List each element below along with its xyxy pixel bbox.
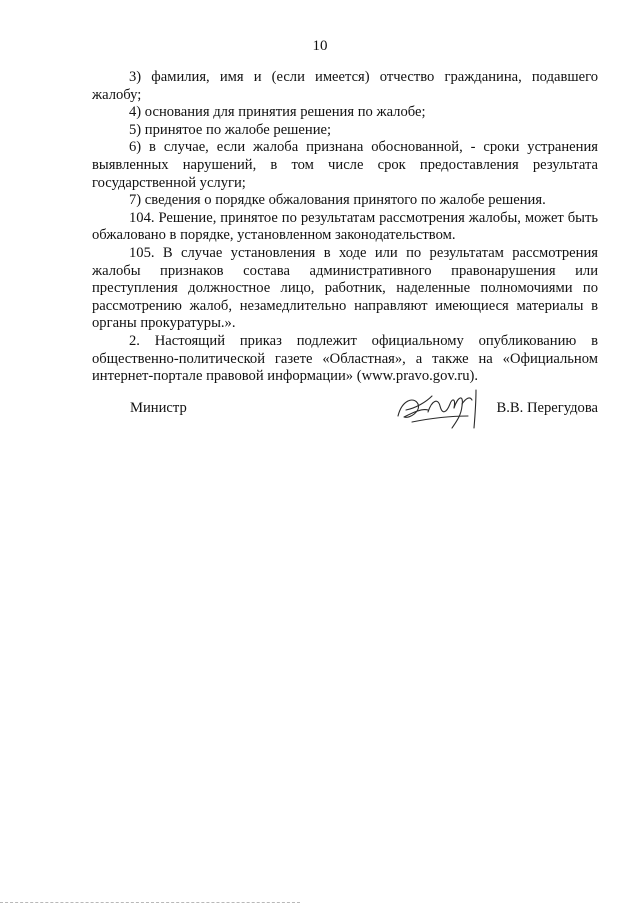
list-item-decision: 5) принятое по жалобе решение; (129, 121, 332, 138)
clause-105: 105. В случае установления в ходе или по результатам рассмотрения жалобы признаков состава административного правонарушения или преступления должностное лицо, работник, наделенные полномочиями по рассмотрению жалоб, незамедлительно направляют имеющиеся материалы в органы прокуратуры.». (92, 244, 598, 332)
signer-name: В.В. Перегудова (496, 400, 598, 416)
signer-title: Министр (130, 400, 187, 416)
list-item-applicant-name: 3) фамилия, имя и (если имеется) отчество гражданина, подавшего жалобу; (92, 69, 598, 103)
signature-block (92, 390, 598, 440)
bottom-divider (0, 902, 300, 903)
list-item-appeal-procedure: 7) сведения о порядке обжалования принятого по жалобе решения. (129, 192, 546, 209)
clause-2-publication: 2. Настоящий приказ подлежит официальному опубликованию в общественно-политической газете «Областная», а также на «Официальном интернет-портале правовой информации» (www.pravo.gov.ru). (92, 332, 598, 385)
page-number: 10 (312, 38, 328, 54)
document-body (92, 69, 598, 386)
list-item-remediation-terms: 6) в случае, если жалоба признана обоснованной, - сроки устранения выявленных нарушений, в том числе срок предоставления результата государственной услуги; (92, 139, 598, 191)
handwritten-signature-icon (392, 386, 492, 430)
clause-104: 104. Решение, принятое по результатам рассмотрения жалобы, может быть обжаловано в порядке, установленном законодательством. (92, 209, 598, 244)
list-item-grounds: 4) основания для принятия решения по жалобе; (129, 104, 426, 121)
